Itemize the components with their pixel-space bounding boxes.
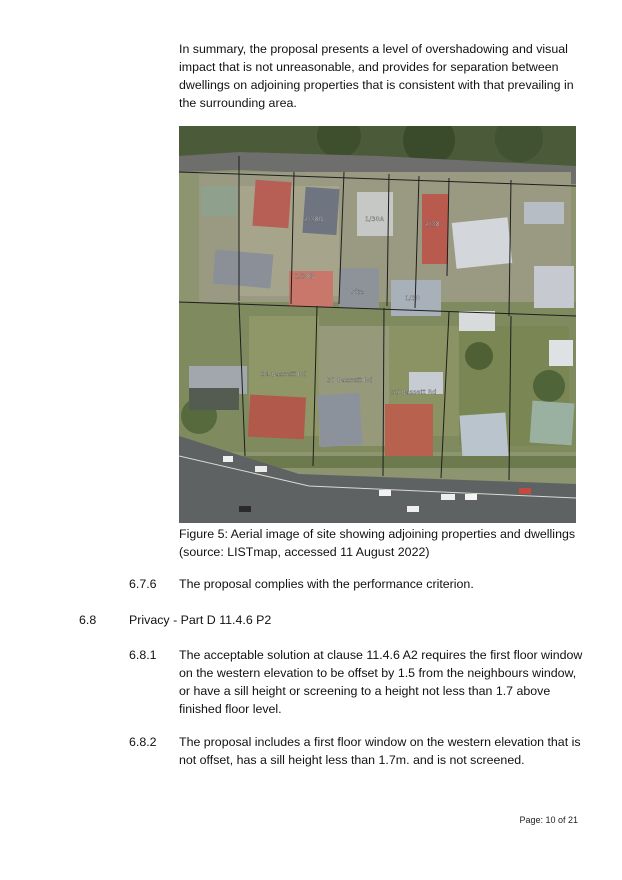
figure-caption-line-2: (source: LISTmap, accessed 11 August 2022) [179,545,430,559]
lot-label-35-bassett-rd: 35 Bassett Rd [391,388,437,396]
lot-label-39-bassett-rd: 39 Bassett Rd [261,370,307,378]
aerial-image [179,126,576,523]
item-number-6-8-1: 6.8.1 [129,648,157,662]
lot-label-2-38: 2/38 [425,220,440,228]
lot-label-2-38b-lower: 2/38B [295,272,315,280]
section-title: Privacy - Part D 11.4.6 P2 [129,613,272,627]
page-number: Page: 10 of 21 [519,815,578,825]
section-number: 6.8 [79,613,97,627]
lot-label-1-38: 1/38 [405,294,420,302]
lot-label-37-bassett-rd: 37 Bassett Rd [327,376,373,384]
item-text-6-8-1: The acceptable solution at clause 11.4.6 A2 requires the first floor window on the western elevation to be offset by 1.5 from the neighbours window, or have a sill height or screening to a height not less than 1.7 above finished floor level. [179,648,583,716]
figure-caption-line-1: Figure 5: Aerial image of site showing adjoining properties and dwellings [179,527,576,541]
item-number-6-7-6: 6.7.6 [129,577,157,591]
item-text-6-7-6: The proposal complies with the performance criterion. [179,577,474,591]
lot-label-1-38a: 1/38A [365,215,385,223]
figure-caption [179,525,589,561]
lot-label-2-38b-upper: 2/38B [304,215,324,223]
item-number-6-8-2: 6.8.2 [129,735,157,749]
summary-paragraph: In summary, the proposal presents a level of overshadowing and visual impact that is not unreasonable, and provides for separation between dwellings on adjoining properties that is consistent with that prevailing in the surrounding area. [179,42,574,110]
item-text-6-8-2: The proposal includes a first floor window on the western elevation that is not offset, has a sill height less than 1.7m. and is not screened. [179,735,581,767]
lot-label-site: Site [351,288,364,296]
